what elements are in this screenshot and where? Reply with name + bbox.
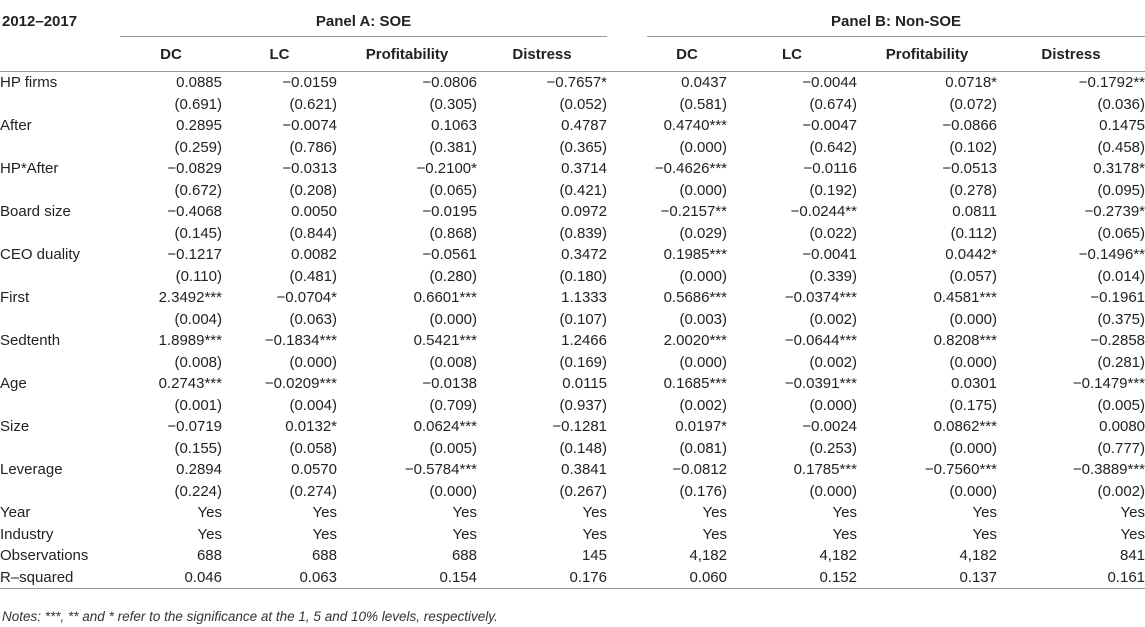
table-cell: (0.063) [289,310,337,328]
table-cell: (0.937) [559,396,607,414]
table-cell: (0.004) [174,310,222,328]
column-gap [607,416,647,438]
table-cell: (0.000) [429,482,477,500]
table-cell: −0.0391*** [784,375,857,392]
table-cell: (0.786) [289,138,337,156]
table-cell: Yes [702,525,727,543]
column-gap [607,330,647,352]
table-cell: Yes [832,504,857,521]
column-gap [607,481,647,503]
info-row [0,524,1145,546]
pvalue-row [0,309,1145,331]
table-cell: (0.180) [559,267,607,285]
column-gap [607,94,647,116]
table-cell: −0.0829 [167,160,222,177]
column-gap [607,244,647,266]
info-row [0,545,1145,567]
column-header: DC [676,45,698,63]
table-cell: −0.0513 [942,160,997,177]
table-cell: (0.839) [559,224,607,242]
table-cell: (0.621) [289,95,337,113]
table-cell: −0.0159 [282,74,337,91]
table-cell: −0.1217 [167,246,222,263]
table-body [0,72,1145,589]
table-cell: (0.000) [809,396,857,414]
table-cell: 2.3492*** [158,289,222,306]
table-cell: (0.000) [679,181,727,199]
pvalue-row [0,180,1145,202]
table-cell: −0.0561 [422,246,477,263]
table-cell: (0.029) [679,224,727,242]
table-cell: 0.063 [222,567,337,589]
table-cell: (0.008) [174,353,222,371]
regression-table [0,6,1145,589]
column-gap [607,72,647,94]
table-cell: −0.1961 [1090,289,1145,306]
table-notes: Notes: ***, ** and * refer to the significance at the 1, 5 and 10% levels, respectively. [2,609,498,624]
table-cell: Yes [832,525,857,543]
table-cell: (0.022) [809,224,857,242]
table-cell: 0.0132* [285,418,337,435]
coefficient-row [0,330,1145,352]
row-label [0,137,120,159]
table-cell: 1.8989*** [158,332,222,349]
table-cell: −0.1281 [552,418,607,435]
table-cell: Yes [452,504,477,521]
table-cell: −0.0704* [276,289,337,306]
table-cell: Yes [452,525,477,543]
header-row-panels [0,6,1145,37]
column-header: Profitability [885,45,969,63]
table-cell: 0.1475 [1099,117,1145,134]
table-cell: (0.709) [429,396,477,414]
table-cell: (0.365) [559,138,607,156]
row-label: Leverage [0,461,63,478]
table-cell: (0.155) [174,439,222,457]
row-label [0,266,120,288]
table-cell: 0.4787 [561,117,607,134]
coefficient-row [0,287,1145,309]
table-cell: 0.5421*** [413,332,477,349]
table-cell: (0.057) [949,267,997,285]
table-cell: −0.2858 [1090,332,1145,349]
table-cell: (0.002) [809,310,857,328]
table-cell: 1.2466 [561,332,607,349]
column-gap [607,223,647,245]
row-label [0,438,120,460]
table-cell: 0.0197* [675,418,727,435]
column-header: Distress [1041,45,1101,63]
row-label: First [0,289,30,306]
table-cell: 0.0080 [1099,418,1145,435]
row-label: HP firms [0,74,58,91]
table-cell: (0.458) [1097,138,1145,156]
row-label [0,395,120,417]
column-gap [607,459,647,481]
table-cell: −0.2100* [416,160,477,177]
row-label [0,180,120,202]
column-gap [607,158,647,180]
table-cell: −0.7560*** [924,461,997,478]
table-cell: (0.192) [809,181,857,199]
table-cell: 0.1785*** [793,461,857,478]
table-cell: 0.3178* [1093,160,1145,177]
table-cell: −0.0041 [802,246,857,263]
pvalue-row [0,395,1145,417]
table-cell: −0.1834*** [264,332,337,349]
table-cell: (0.002) [809,353,857,371]
table-cell: (0.145) [174,224,222,242]
table-cell: (0.274) [289,482,337,500]
table-cell: (0.065) [1097,224,1145,242]
column-gap [607,266,647,288]
table-cell: (0.003) [679,310,727,328]
table-cell: 0.0082 [291,246,337,263]
table-cell: 0.0301 [951,375,997,392]
header-stub [0,37,120,72]
table-cell: (0.176) [679,482,727,500]
table-cell: (0.058) [289,439,337,457]
table-cell: (0.421) [559,181,607,199]
table-cell: 0.6601*** [413,289,477,306]
row-label: Year [0,504,31,521]
pvalue-row [0,266,1145,288]
table-cell: −0.0644*** [784,332,857,349]
pvalue-row [0,94,1145,116]
table-cell: 0.176 [477,567,607,589]
table-cell: 0.4581*** [933,289,997,306]
table-cell: (0.052) [559,95,607,113]
row-label: Observations [0,547,89,564]
table-cell: 0.8208*** [933,332,997,349]
table-cell: 4,182 [819,547,857,564]
coefficient-row [0,373,1145,395]
table-cell: 688 [196,547,222,564]
table-cell: (0.777) [1097,439,1145,457]
table-cell: −0.0719 [167,418,222,435]
table-cell: (0.381) [429,138,477,156]
table-cell: 0.0624*** [413,418,477,435]
table-cell: (0.305) [429,95,477,113]
table-cell: −0.0195 [422,203,477,220]
table-cell: −0.0806 [422,74,477,91]
column-header: DC [160,45,182,63]
table-cell: −0.1479*** [1072,375,1145,392]
table-cell: −0.0313 [282,160,337,177]
table-cell: (0.001) [174,396,222,414]
table-cell: (0.036) [1097,95,1145,113]
coefficient-row [0,416,1145,438]
table-cell: (0.259) [174,138,222,156]
table-cell: Yes [972,504,997,521]
row-label: Size [0,418,30,435]
pvalue-row [0,352,1145,374]
table-cell: −0.3889*** [1072,461,1145,478]
table-cell: 2.0020*** [663,332,727,349]
row-label: CEO duality [0,246,81,263]
table-cell: (0.110) [175,267,222,285]
table-cell: (0.175) [949,396,997,414]
table-cell: (0.000) [679,138,727,156]
table-cell: (0.102) [949,138,997,156]
table-cell: (0.868) [429,224,477,242]
row-label: Board size [0,203,71,220]
table-cell: 688 [451,547,477,564]
table-cell: 0.2895 [176,117,222,134]
table-cell: (0.095) [1097,181,1145,199]
table-cell: (0.169) [559,353,607,371]
table-cell: (0.000) [679,267,727,285]
pvalue-row [0,137,1145,159]
header-gap [607,37,647,72]
table-cell: Yes [312,504,337,521]
pvalue-row [0,223,1145,245]
table-cell: −0.0374*** [784,289,857,306]
table-cell: −0.5784*** [404,461,477,478]
table-cell: (0.065) [429,181,477,199]
table-cell: Yes [972,525,997,543]
header-gap [607,6,647,37]
table-cell: (0.112) [950,224,997,242]
table-cell: 4,182 [689,547,727,564]
table-cell: 0.5686*** [663,289,727,306]
table-cell: (0.674) [809,95,857,113]
table-cell: −0.2739* [1084,203,1145,220]
column-header: Distress [512,45,572,63]
table-cell: 145 [581,547,607,564]
table-cell: (0.278) [949,181,997,199]
table-cell: (0.844) [289,224,337,242]
table-cell: −0.0074 [282,117,337,134]
table-cell: −0.0116 [803,160,857,177]
table-cell: (0.008) [429,353,477,371]
table-cell: 0.0442* [945,246,997,263]
table-cell: 0.0862*** [933,418,997,435]
table-cell: −0.0138 [422,375,477,392]
table-cell: (0.014) [1097,267,1145,285]
row-label [0,481,120,503]
table-cell: −0.0047 [802,117,857,134]
table-cell: −0.4626*** [654,160,727,177]
table-cell: −0.2157** [660,203,727,220]
table-cell: 0.046 [120,567,222,589]
table-cell: (0.581) [679,95,727,113]
column-gap [607,567,647,589]
table-cell: −0.0044 [802,74,857,91]
table-cell: 0.161 [997,567,1145,589]
table-cell: 0.3841 [561,461,607,478]
table-cell: −0.0024 [802,418,857,435]
table-cell: −0.0812 [672,461,727,478]
table-cell: Yes [1120,504,1145,521]
table-cell: (0.005) [429,439,477,457]
row-label [0,352,120,374]
table-cell: 0.4740*** [663,117,727,134]
table-cell: (0.148) [559,439,607,457]
table-cell: (0.339) [809,267,857,285]
table-cell: 0.154 [337,567,477,589]
column-gap [607,373,647,395]
row-label [0,309,120,331]
table-cell: Yes [312,525,337,543]
table-cell: (0.000) [429,310,477,328]
column-gap [607,201,647,223]
coefficient-row [0,244,1145,266]
coefficient-row [0,115,1145,137]
table-cell: 0.0811 [952,203,997,220]
table-cell: 0.0437 [681,74,727,91]
table-cell: 0.060 [647,567,727,589]
table-cell: (0.267) [559,482,607,500]
column-gap [607,438,647,460]
table-cell: (0.000) [679,353,727,371]
column-header: LC [269,45,290,63]
table-cell: Yes [702,504,727,521]
table-cell: (0.280) [429,267,477,285]
row-label: Age [0,375,27,392]
table-cell: (0.107) [559,310,607,328]
table-cell: −0.1496** [1078,246,1145,263]
table-cell: −0.0866 [942,117,997,134]
table-cell: 841 [1119,547,1145,564]
table-cell: 0.0885 [176,74,222,91]
table-cell: 0.3472 [561,246,607,263]
column-gap [607,137,647,159]
table-cell: (0.281) [1097,353,1145,371]
pvalue-row [0,438,1145,460]
period-label: 2012–2017 [2,12,78,30]
table-cell: 0.0570 [291,461,337,478]
table-cell: 4,182 [959,547,997,564]
table-cell: −0.0244** [790,203,857,220]
info-row [0,502,1145,524]
table-cell: −0.7657* [546,74,607,91]
row-label: R–squared [0,567,120,589]
table-cell: (0.224) [174,482,222,500]
table-cell: 0.2894 [176,461,222,478]
column-gap [607,545,647,567]
pvalue-row [0,481,1145,503]
table-cell: 688 [311,547,337,564]
table-cell: 1.1333 [561,289,607,306]
table-cell: −0.1792** [1078,74,1145,91]
table-cell: (0.002) [679,396,727,414]
column-gap [607,309,647,331]
row-label: Sedtenth [0,332,61,349]
table-cell: 0.0115 [562,375,607,392]
table-cell: Yes [197,504,222,521]
table-cell: Yes [197,525,222,543]
table-cell: 0.3714 [561,160,607,177]
table-cell: 0.1985*** [663,246,727,263]
table-cell: 0.0050 [291,203,337,220]
row-label: HP*After [0,160,59,177]
panel-a-title: Panel A: SOE [120,6,607,37]
column-gap [607,115,647,137]
panel-b-title: Panel B: Non-SOE [647,6,1145,37]
table-cell: 0.0718* [945,74,997,91]
column-gap [607,287,647,309]
table-cell: Yes [582,525,607,543]
table-cell: (0.691) [174,95,222,113]
table-cell: −0.4068 [167,203,222,220]
table-cell: (0.081) [679,439,727,457]
table-cell: (0.642) [809,138,857,156]
column-gap [607,524,647,546]
column-gap [607,395,647,417]
info-row [0,567,1145,589]
table-cell: 0.0972 [561,203,607,220]
column-gap [607,180,647,202]
table-cell: (0.672) [174,181,222,199]
table-cell: (0.000) [949,353,997,371]
table-cell: (0.000) [949,310,997,328]
table-cell: (0.000) [289,353,337,371]
row-label [0,94,120,116]
table-cell: (0.481) [289,267,337,285]
table-cell: Yes [582,504,607,521]
table-cell: (0.000) [949,482,997,500]
table-cell: (0.072) [949,95,997,113]
table-cell: 0.152 [727,567,857,589]
row-label [0,223,120,245]
table-cell: (0.253) [809,439,857,457]
table-cell: (0.004) [289,396,337,414]
column-header: Profitability [365,45,449,63]
table-cell: 0.137 [857,567,997,589]
coefficient-row [0,459,1145,481]
table-cell: 0.2743*** [158,375,222,392]
row-label: Industry [0,525,54,543]
table-cell: −0.0209*** [264,375,337,392]
column-gap [607,352,647,374]
table-cell: 0.1063 [431,117,477,134]
header-row-columns [0,37,1145,72]
coefficient-row [0,201,1145,223]
table-cell: (0.000) [809,482,857,500]
table-cell: (0.002) [1097,482,1145,500]
coefficient-row [0,72,1145,94]
column-header: LC [782,45,802,63]
coefficient-row [0,158,1145,180]
table-cell: Yes [1120,525,1145,543]
table-cell: (0.208) [289,181,337,199]
table-cell: 0.1685*** [663,375,727,392]
table-cell: (0.000) [949,439,997,457]
row-label: After [0,117,32,134]
column-gap [607,502,647,524]
table-cell: (0.005) [1097,396,1145,414]
table-cell: (0.375) [1097,310,1145,328]
